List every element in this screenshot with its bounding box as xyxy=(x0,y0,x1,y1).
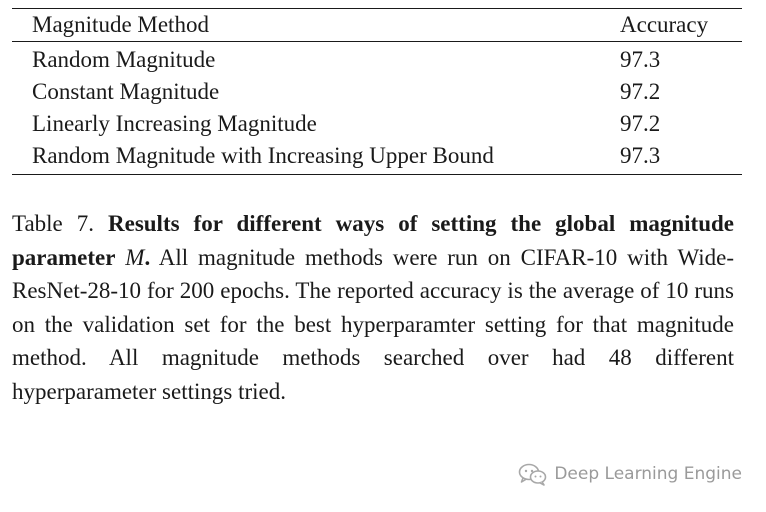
cell-accuracy: 97.2 xyxy=(620,79,661,104)
table-header xyxy=(12,9,742,42)
cell-method: Constant Magnitude xyxy=(32,79,220,104)
caption-math-symbol: M xyxy=(125,244,145,270)
table-caption xyxy=(12,207,734,408)
results-table-container xyxy=(12,8,742,175)
cell-accuracy: 97.3 xyxy=(620,143,661,168)
header-accuracy: Accuracy xyxy=(620,12,709,37)
watermark xyxy=(518,462,742,486)
caption-label: Table 7. xyxy=(12,211,94,236)
table-row xyxy=(12,42,742,77)
cell-method: Linearly Increasing Magnitude xyxy=(32,111,317,136)
watermark-text: Deep Learning Engine xyxy=(554,464,742,484)
results-table xyxy=(12,8,742,175)
caption-title: Results for different ways of setting the global magnitude parameter xyxy=(12,211,734,270)
cell-accuracy: 97.2 xyxy=(620,111,661,136)
cell-method: Random Magnitude with Increasing Upper Bound xyxy=(32,143,494,168)
wechat-icon xyxy=(518,462,548,486)
table-row xyxy=(12,108,742,140)
table-header-row xyxy=(12,9,742,42)
table-row xyxy=(12,76,742,108)
table-body xyxy=(12,42,742,175)
cell-accuracy: 97.3 xyxy=(620,47,661,72)
header-magnitude-method: Magnitude Method xyxy=(32,12,209,37)
caption-body: All magnitude methods were run on CIFAR-10 with Wide-ResNet-28-10 for 200 epochs. The reported accuracy is the average of 10 runs on the validation set for the best hyperparamter setting for that magnitude method. All magnitude methods searched over had 48 different hyperparameter settings tried. xyxy=(12,244,734,404)
cell-method: Random Magnitude xyxy=(32,47,216,72)
table-row xyxy=(12,140,742,175)
caption-title-period: . xyxy=(144,244,151,270)
